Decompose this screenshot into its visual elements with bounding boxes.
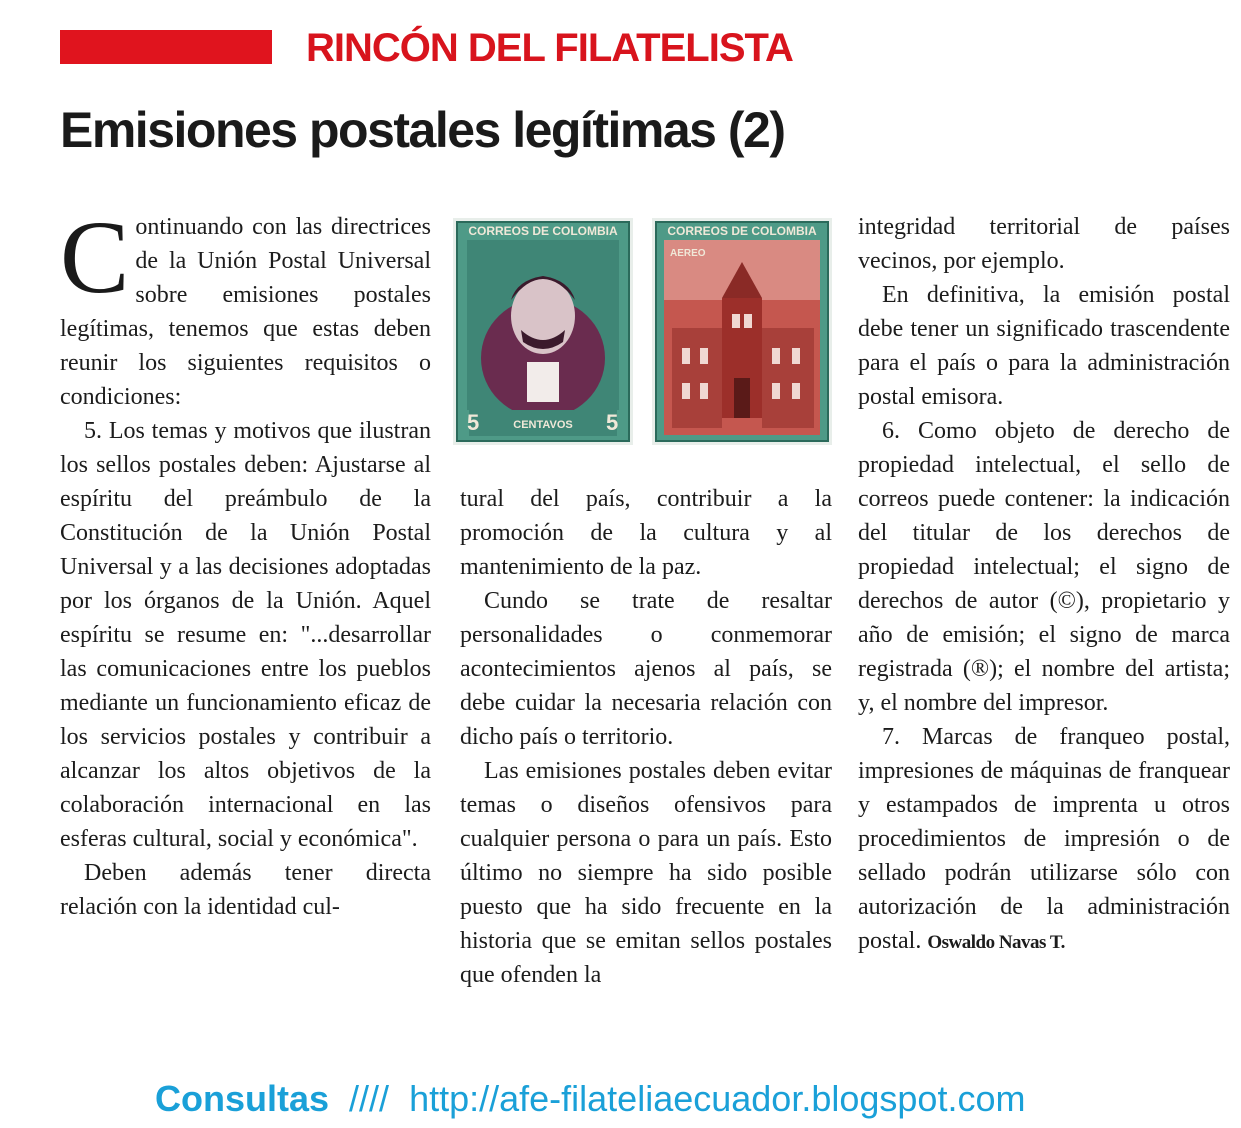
article-headline: Emisiones postales legítimas (2) — [60, 102, 785, 158]
stamp-denomination-text: CENTAVOS — [513, 419, 573, 431]
footer-label: Consultas — [155, 1078, 330, 1119]
author-byline: Oswaldo Navas T. — [927, 932, 1065, 953]
stamp-portrait-image — [453, 218, 633, 445]
paragraph — [60, 200, 431, 414]
paragraph-text: 7. Marcas de franqueo postal, impresiones de máquinas de franquear y estampados de imprenta u otros procedimientos de impresión o de sellado podrán utilizarse sólo con autorización de la administración postal. — [858, 724, 1230, 954]
paragraph: Deben además tener directa relación con la identidad cul- — [60, 860, 431, 920]
footer-consultas — [155, 1078, 1025, 1120]
paragraph — [858, 720, 1230, 960]
footer-separator: //// — [349, 1078, 390, 1119]
paragraph: tural del país, contribuir a la promoción de la cultura y al mantenimiento de la paz. — [460, 486, 832, 580]
stamp-header-text: CORREOS DE COLOMBIA — [667, 224, 817, 238]
stamp-value-right: 5 — [606, 410, 619, 435]
paragraph: 5. Los temas y motivos que ilustran los sellos postales deben: Ajustarse al espíritu del preámbulo de la Constitución de la Unión Postal Universal y a las decisiones adoptadas por los órganos de la Unión. Aquel espíritu se resume en: "...desarrollar las comunicaciones entre los pueblos mediante un funcionamiento eficaz de los servicios postales y contribuir a alcanzar los altos objetivos de la colaboración internacional en las esferas cultural, social y económica". — [60, 418, 431, 852]
stamp-header-text: CORREOS DE COLOMBIA — [468, 224, 618, 238]
section-red-bar — [60, 30, 272, 64]
stamp-building-image — [652, 218, 832, 445]
paragraph-text: ontinuando con las directrices de la Unión Postal Universal sobre emisiones postales legítimas, tenemos que estas deben reunir los siguientes requisitos o condiciones: — [60, 214, 431, 410]
section-label: RINCÓN DEL FILATELISTA — [306, 26, 793, 70]
paragraph: integridad territorial de países vecinos, por ejemplo. — [858, 214, 1230, 274]
stamp-portrait-svg — [453, 218, 633, 445]
article-column-3 — [858, 210, 1230, 960]
stamp-corner-text: AEREO — [670, 248, 706, 259]
paragraph: En definitiva, la emisión postal debe tener un significado trascendente para el país o para la administración postal emisora. — [858, 282, 1230, 410]
drop-cap: C — [60, 200, 130, 315]
stamp-value-left: 5 — [467, 410, 480, 435]
paragraph: Cundo se trate de resaltar personalidades o conmemorar acontecimientos ajenos al país, se debe cuidar la necesaria relación con dicho país o territorio. — [460, 588, 832, 750]
paragraph: 6. Como objeto de derecho de propiedad intelectual, el sello de correos puede contener: la indicación del titular de los derechos de propiedad intelectual; el signo de derechos de autor (©), propietario y año de emisión; el signo de marca registrada (®); el nombre del artista; y, el nombre del impresor. — [858, 418, 1230, 716]
footer-url-link[interactable]: http://afe-filateliaecuador.blogspot.com — [409, 1078, 1026, 1119]
article-column-1 — [60, 200, 431, 924]
paragraph: Las emisiones postales deben evitar temas o diseños ofensivos para cualquier persona o para un país. Esto último no siempre ha sido posible puesto que ha sido frecuente en la historia que se emitan sellos postales que ofenden la — [460, 758, 832, 988]
article-column-2 — [460, 482, 832, 992]
stamp-building-svg — [652, 218, 832, 445]
